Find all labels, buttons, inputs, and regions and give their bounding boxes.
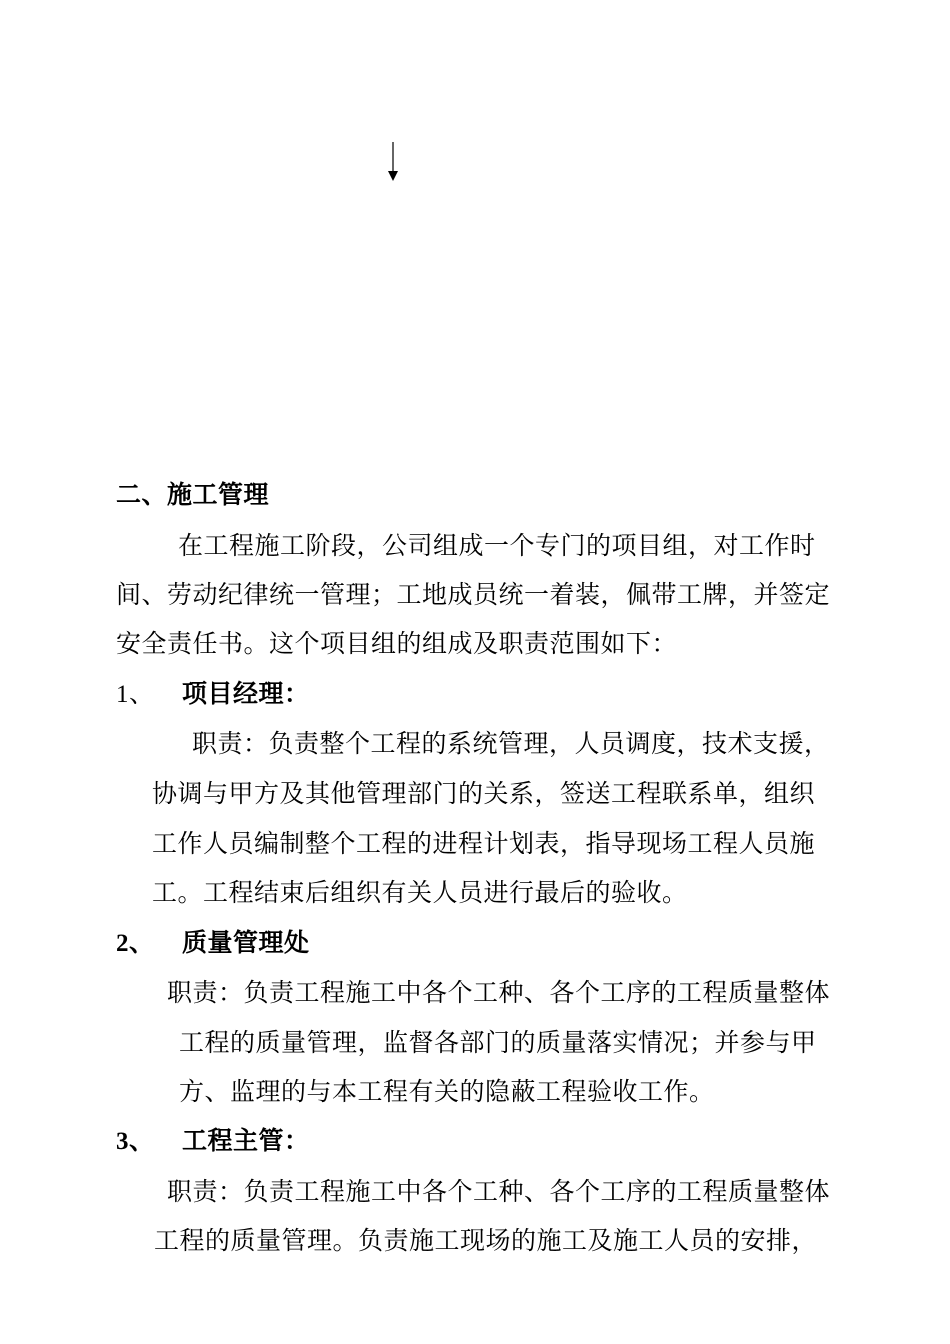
item-3-body-line-2: 工程的质量管理。负责施工现场的施工及施工人员的安排， [154, 1226, 818, 1255]
intro-line-1: 在工程施工阶段，公司组成一个专门的项目组，对工作时 [178, 531, 816, 560]
item-1-body-line-4: 工。工程结束后组织有关人员进行最后的验收。 [152, 878, 688, 907]
item-2-title: 质量管理处 [182, 928, 310, 957]
item-1-body-line-1: 职责：负责整个工程的系统管理，人员调度，技术支援， [192, 729, 830, 758]
item-1-heading [116, 677, 310, 712]
item-1-title: 项目经理： [182, 679, 310, 708]
item-2-number: 2、 [116, 930, 155, 957]
item-3-body-line-1: 职责：负责工程施工中各个工种、各个工序的工程质量整体 [167, 1177, 831, 1206]
item-3-number: 3、 [116, 1128, 155, 1155]
item-1-body-line-3: 工作人员编制整个工程的进程计划表，指导现场工程人员施 [152, 829, 816, 858]
down-arrow-icon [386, 142, 400, 182]
intro-line-2: 间、劳动纪律统一管理；工地成员统一着装，佩带工牌，并签定 [116, 580, 831, 609]
item-2-heading [116, 926, 310, 961]
item-2-body-line-1: 职责：负责工程施工中各个工种、各个工序的工程质量整体 [167, 978, 831, 1007]
item-3-heading [116, 1124, 310, 1159]
section-title: 二、施工管理 [116, 480, 270, 509]
item-3-title: 工程主管： [182, 1126, 310, 1155]
item-2-body-line-3: 方、监理的与本工程有关的隐蔽工程验收工作。 [179, 1077, 715, 1106]
item-1-body-line-2: 协调与甲方及其他管理部门的关系，签送工程联系单，组织 [152, 779, 816, 808]
item-2-body-line-2: 工程的质量管理，监督各部门的质量落实情况；并参与甲 [179, 1028, 817, 1057]
intro-line-3: 安全责任书。这个项目组的组成及职责范围如下： [116, 629, 678, 658]
item-1-number: 1、 [116, 681, 155, 708]
